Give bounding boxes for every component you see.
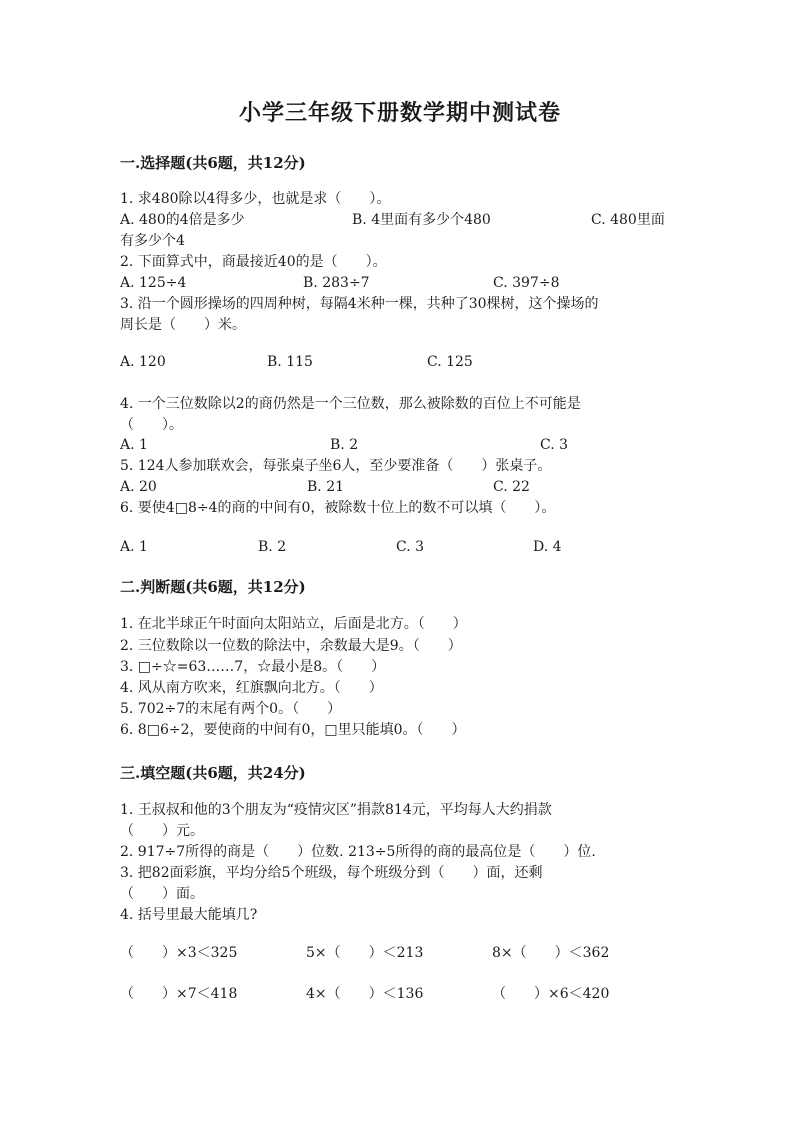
list-item: 1. 在北半球正午时面向太阳站立，后面是北方。（ ）	[120, 616, 467, 632]
list-item: 6. 8□6÷2，要使商的中间有0，□里只能填0。（ ）	[120, 722, 466, 738]
list-item: 4. 风从南方吹来，红旗飘向北方。（ ）	[120, 680, 383, 696]
section-header-choice: 一.选择题(共6题，共12分)	[120, 154, 306, 172]
option-a: A. 1	[120, 539, 148, 555]
question-stem: 3. 沿一个圆形操场的四周种树，每隔4米种一棵，共种了30棵树，这个操场的	[120, 296, 599, 312]
inequality-item: （ ）×7＜418	[120, 986, 238, 1002]
question-stem-continued: （ ）元。	[120, 823, 204, 839]
question-stem: 3. 把82面彩旗，平均分给5个班级，每个班级分到（ ）面，还剩	[120, 865, 543, 881]
question-stem: 1. 求480除以4得多少，也就是求（ ）。	[120, 191, 391, 207]
inequality-item: 4×（ ）＜136	[306, 986, 424, 1002]
option-b: B. 283÷7	[303, 275, 370, 291]
option-a: A. 20	[120, 479, 157, 495]
option-b: B. 2	[258, 539, 287, 555]
inequality-item: 5×（ ）＜213	[306, 945, 424, 961]
list-item: 3. □÷☆=63……7，☆最小是8。（ ）	[120, 659, 386, 675]
option-a: A. 480的4倍是多少	[120, 212, 245, 228]
list-item: 2. 三位数除以一位数的除法中，余数最大是9。（ ）	[120, 638, 462, 654]
option-d: D. 4	[533, 539, 562, 555]
option-c: C. 3	[540, 437, 569, 453]
option-a: A. 1	[120, 437, 148, 453]
inequality-item: （ ）×3＜325	[120, 945, 238, 961]
question-stem: 5. 124人参加联欢会，每张桌子坐6人，至少要准备（ ）张桌子。	[120, 458, 552, 474]
list-item: 5. 702÷7的末尾有两个0。（ ）	[120, 701, 342, 717]
inequality-item: 8×（ ）＜362	[492, 945, 610, 961]
page-title: 小学三年级下册数学期中测试卷	[238, 100, 561, 126]
option-c-continued: 有多少个4	[120, 233, 185, 249]
option-b: B. 115	[267, 354, 313, 370]
question-stem: 2. 下面算式中，商最接近40的是（ ）。	[120, 254, 387, 270]
option-c: C. 22	[493, 479, 530, 495]
question-stem-continued: （ ）。	[120, 417, 183, 433]
option-c: C. 3	[396, 539, 425, 555]
section-header-judgment: 二.判断题(共6题，共12分)	[120, 578, 306, 596]
question-stem: 6. 要使4□8÷4的商的中间有0，被除数十位上的数不可以填（ ）。	[120, 500, 556, 516]
option-b: B. 2	[330, 437, 359, 453]
question-stem: 4. 一个三位数除以2的商仍然是一个三位数，那么被除数的百位上不可能是	[120, 396, 581, 412]
option-c: C. 480里面	[591, 212, 665, 228]
question-stem: 2. 917÷7所得的商是（ ）位数. 213÷5所得的商的最高位是（ ）位.	[120, 844, 596, 860]
section-header-fill: 三.填空题(共6题，共24分)	[120, 764, 306, 782]
question-stem-continued: （ ）面。	[120, 886, 204, 902]
question-stem: 1. 王叔叔和他的3个朋友为“疫情灾区”捐款814元，平均每人大约捐款	[120, 802, 552, 818]
option-c: C. 125	[427, 354, 473, 370]
inequality-item: （ ）×6＜420	[492, 986, 610, 1002]
option-b: B. 4里面有多少个480	[352, 212, 491, 228]
option-a: A. 125÷4	[120, 275, 187, 291]
question-stem: 4. 括号里最大能填几?	[120, 907, 258, 923]
option-c: C. 397÷8	[493, 275, 560, 291]
option-b: B. 21	[307, 479, 345, 495]
option-a: A. 120	[120, 354, 166, 370]
question-stem-continued: 周长是（ ）米。	[120, 317, 246, 333]
